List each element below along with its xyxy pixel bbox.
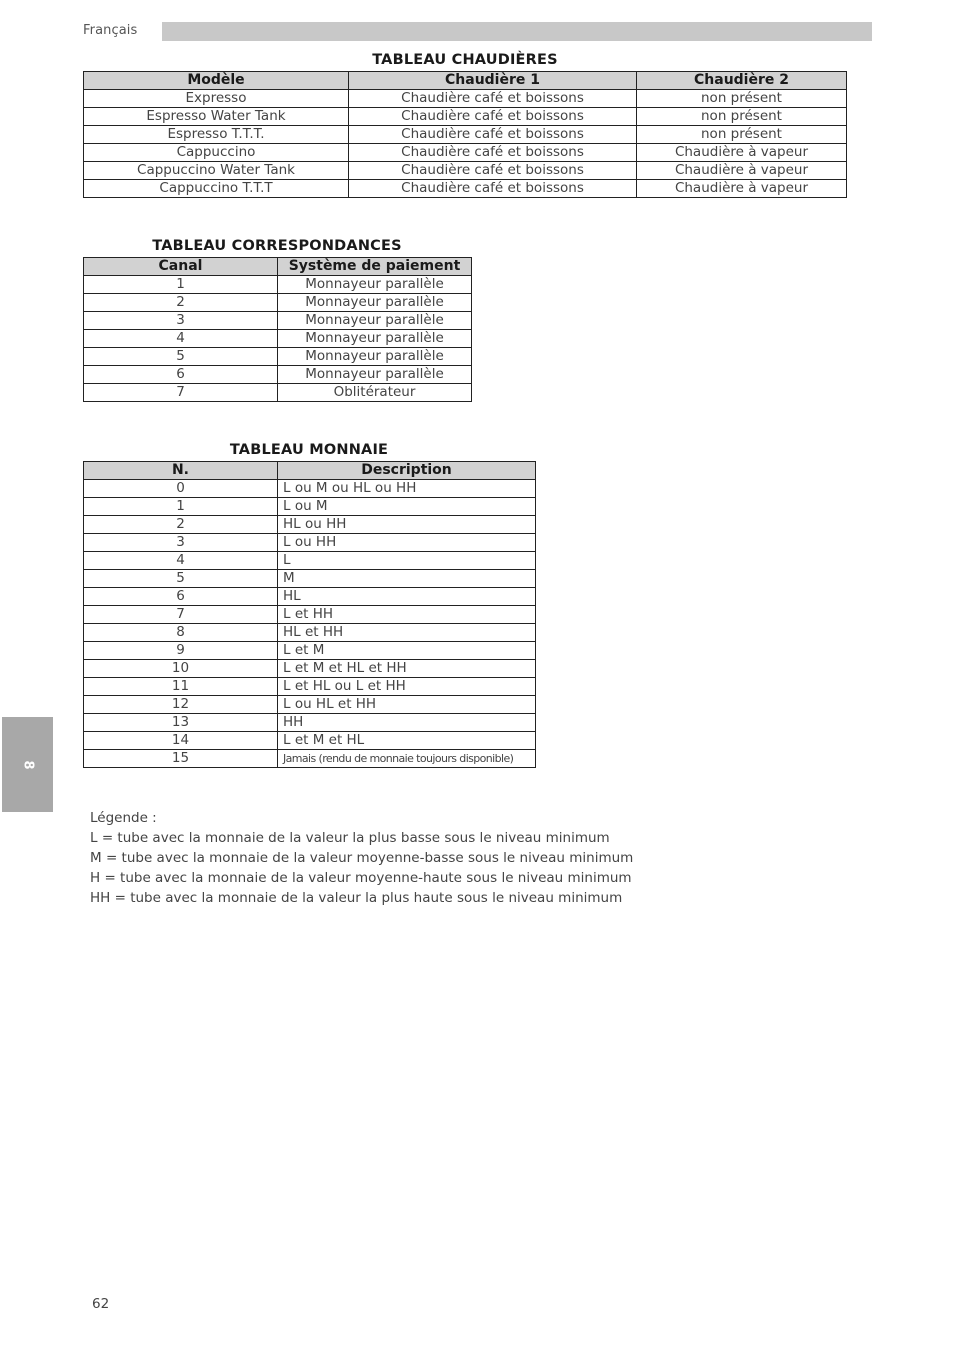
table-cell: 11 bbox=[84, 678, 278, 696]
table-cell: Chaudière café et boissons bbox=[349, 180, 637, 198]
table-cell: Chaudière café et boissons bbox=[349, 126, 637, 144]
table-cell: 7 bbox=[84, 606, 278, 624]
chaudieres-table bbox=[83, 71, 847, 198]
table-cell: 3 bbox=[84, 534, 278, 552]
chaudieres-table-title: TABLEAU CHAUDIÈRES bbox=[372, 52, 558, 68]
table-row bbox=[84, 534, 536, 552]
table-cell: HL ou HH bbox=[278, 516, 536, 534]
table-cell: Espresso T.T.T. bbox=[84, 126, 349, 144]
correspondances-table bbox=[83, 257, 472, 402]
column-header: Canal bbox=[84, 258, 278, 276]
table-cell: 5 bbox=[84, 348, 278, 366]
table-cell: 3 bbox=[84, 312, 278, 330]
legend-line: L = tube avec la monnaie de la valeur la plus basse sous le niveau minimum bbox=[90, 830, 610, 846]
table-cell: 1 bbox=[84, 276, 278, 294]
legend-title: Légende : bbox=[90, 810, 157, 826]
table-cell: Espresso Water Tank bbox=[84, 108, 349, 126]
table-cell: Chaudière café et boissons bbox=[349, 144, 637, 162]
table-row bbox=[84, 714, 536, 732]
table-cell: 15 bbox=[84, 750, 278, 768]
table-row bbox=[84, 606, 536, 624]
table-row bbox=[84, 144, 847, 162]
table-cell: 9 bbox=[84, 642, 278, 660]
table-cell: 0 bbox=[84, 480, 278, 498]
table-cell: Oblitérateur bbox=[278, 384, 472, 402]
table-cell: Chaudière à vapeur bbox=[637, 180, 847, 198]
table-cell: Jamais (rendu de monnaie toujours disponible) bbox=[278, 750, 536, 768]
table-cell: Chaudière café et boissons bbox=[349, 90, 637, 108]
table-row bbox=[84, 750, 536, 768]
table-cell: Monnayeur parallèle bbox=[278, 312, 472, 330]
table-cell: L ou HL et HH bbox=[278, 696, 536, 714]
table-cell: Cappuccino Water Tank bbox=[84, 162, 349, 180]
table-cell: L et M et HL bbox=[278, 732, 536, 750]
table-row bbox=[84, 90, 847, 108]
table-row bbox=[84, 180, 847, 198]
table-cell: 1 bbox=[84, 498, 278, 516]
table-cell: non présent bbox=[637, 108, 847, 126]
table-row bbox=[84, 588, 536, 606]
table-header-row bbox=[84, 462, 536, 480]
table-row bbox=[84, 678, 536, 696]
table-cell: Chaudière à vapeur bbox=[637, 162, 847, 180]
column-header: Chaudière 1 bbox=[349, 72, 637, 90]
table-cell: Expresso bbox=[84, 90, 349, 108]
table-cell: Cappuccino bbox=[84, 144, 349, 162]
table-cell: M bbox=[278, 570, 536, 588]
table-cell: 5 bbox=[84, 570, 278, 588]
table-row bbox=[84, 516, 536, 534]
table-cell: 13 bbox=[84, 714, 278, 732]
table-row bbox=[84, 276, 472, 294]
table-row bbox=[84, 348, 472, 366]
table-cell: 4 bbox=[84, 552, 278, 570]
table-row bbox=[84, 570, 536, 588]
monnaie-table-title: TABLEAU MONNAIE bbox=[229, 442, 389, 458]
table-row bbox=[84, 732, 536, 750]
table-cell: 12 bbox=[84, 696, 278, 714]
table-cell: L et M bbox=[278, 642, 536, 660]
legend-line: HH = tube avec la monnaie de la valeur la plus haute sous le niveau minimum bbox=[90, 890, 623, 906]
table-row bbox=[84, 312, 472, 330]
column-header: Système de paiement bbox=[278, 258, 472, 276]
table-cell: non présent bbox=[637, 90, 847, 108]
table-cell: L et HL ou L et HH bbox=[278, 678, 536, 696]
table-row bbox=[84, 552, 536, 570]
table-cell: Chaudière café et boissons bbox=[349, 162, 637, 180]
table-row bbox=[84, 480, 536, 498]
table-row bbox=[84, 294, 472, 312]
table-row bbox=[84, 384, 472, 402]
table-cell: 7 bbox=[84, 384, 278, 402]
table-cell: Chaudière à vapeur bbox=[637, 144, 847, 162]
table-cell: L ou HH bbox=[278, 534, 536, 552]
table-header-row bbox=[84, 258, 472, 276]
section-tab bbox=[2, 717, 53, 812]
header-bar bbox=[162, 22, 872, 41]
table-row bbox=[84, 162, 847, 180]
table-cell: L ou M bbox=[278, 498, 536, 516]
table-cell: L ou M ou HL ou HH bbox=[278, 480, 536, 498]
table-row bbox=[84, 498, 536, 516]
column-header: Chaudière 2 bbox=[637, 72, 847, 90]
table-cell: L et HH bbox=[278, 606, 536, 624]
table-row bbox=[84, 624, 536, 642]
legend-line: M = tube avec la monnaie de la valeur moyenne-basse sous le niveau minimum bbox=[90, 850, 634, 866]
table-cell: HH bbox=[278, 714, 536, 732]
table-cell: 6 bbox=[84, 588, 278, 606]
correspondances-table-title: TABLEAU CORRESPONDANCES bbox=[152, 238, 402, 254]
table-row bbox=[84, 126, 847, 144]
legend bbox=[90, 808, 633, 908]
table-row bbox=[84, 642, 536, 660]
table-cell: 10 bbox=[84, 660, 278, 678]
table-row bbox=[84, 696, 536, 714]
table-row bbox=[84, 330, 472, 348]
table-cell: Monnayeur parallèle bbox=[278, 294, 472, 312]
legend-line: H = tube avec la monnaie de la valeur moyenne-haute sous le niveau minimum bbox=[90, 870, 632, 886]
table-cell: 14 bbox=[84, 732, 278, 750]
table-cell: Monnayeur parallèle bbox=[278, 348, 472, 366]
table-cell: Chaudière café et boissons bbox=[349, 108, 637, 126]
table-cell: 6 bbox=[84, 366, 278, 384]
table-cell: non présent bbox=[637, 126, 847, 144]
table-row bbox=[84, 366, 472, 384]
table-header-row bbox=[84, 72, 847, 90]
column-header: N. bbox=[84, 462, 278, 480]
monnaie-table bbox=[83, 461, 536, 768]
table-cell: 2 bbox=[84, 516, 278, 534]
table-cell: HL bbox=[278, 588, 536, 606]
table-cell: 2 bbox=[84, 294, 278, 312]
table-row bbox=[84, 108, 847, 126]
table-cell: Monnayeur parallèle bbox=[278, 330, 472, 348]
table-cell: L et M et HL et HH bbox=[278, 660, 536, 678]
section-tab-label: 8 bbox=[20, 759, 35, 770]
table-cell: Cappuccino T.T.T bbox=[84, 180, 349, 198]
page-number: 62 bbox=[92, 1296, 110, 1312]
column-header: Description bbox=[278, 462, 536, 480]
table-cell: Monnayeur parallèle bbox=[278, 366, 472, 384]
column-header: Modèle bbox=[84, 72, 349, 90]
table-row bbox=[84, 660, 536, 678]
table-cell: 8 bbox=[84, 624, 278, 642]
table-cell: HL et HH bbox=[278, 624, 536, 642]
table-cell: L bbox=[278, 552, 536, 570]
language-label: Français bbox=[83, 23, 138, 38]
table-cell: Monnayeur parallèle bbox=[278, 276, 472, 294]
table-cell: 4 bbox=[84, 330, 278, 348]
